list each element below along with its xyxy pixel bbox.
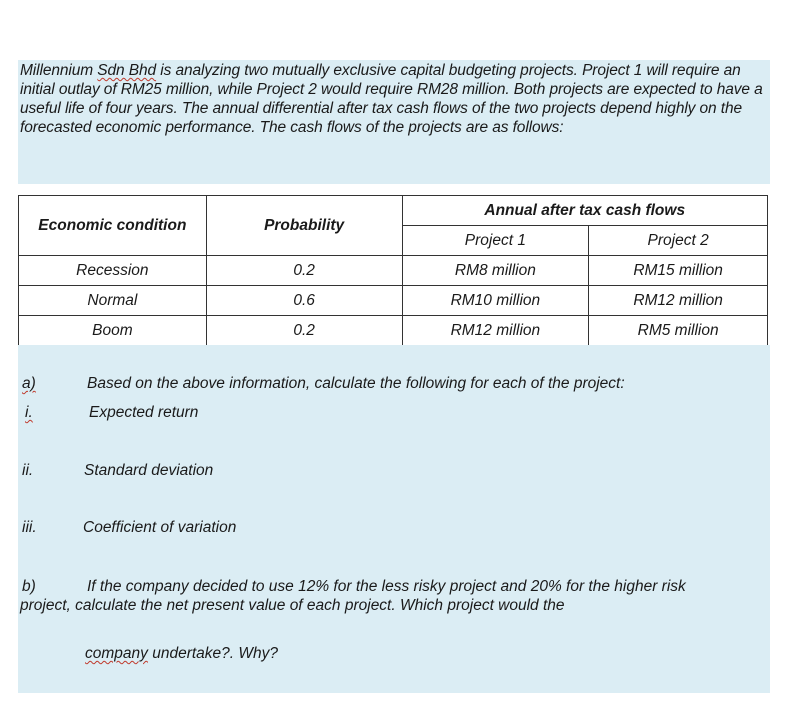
question-b-label: b) bbox=[22, 578, 36, 595]
question-i-label: i. bbox=[25, 404, 33, 421]
cell-condition: Boom bbox=[19, 316, 207, 346]
cell-probability: 0.2 bbox=[206, 256, 402, 286]
cell-project-1: RM8 million bbox=[402, 256, 589, 286]
question-b-line-3 bbox=[85, 645, 278, 663]
question-b-line-1: If the company decided to use 12% for the less risky project and 20% for the higher risk bbox=[87, 578, 686, 595]
question-iii-text: Coefficient of variation bbox=[83, 519, 237, 536]
header-probability: Probability bbox=[206, 196, 402, 256]
header-annual-cash-flows: Annual after tax cash flows bbox=[402, 196, 768, 226]
question-ii-text: Standard deviation bbox=[84, 462, 214, 479]
header-economic-condition: Economic condition bbox=[19, 196, 207, 256]
cell-project-2: RM15 million bbox=[589, 256, 768, 286]
intro-pre: Millennium bbox=[20, 62, 98, 79]
intro-paragraph bbox=[18, 60, 770, 137]
intro-company: Sdn Bhd bbox=[97, 62, 157, 79]
cash-flow-table bbox=[18, 195, 768, 346]
intro-post: is analyzing two mutually exclusive capital budgeting projects. Project 1 will require an initial outlay of RM25 million, while Project 2 would require RM28 million. Both projects are expected to have a useful life of four years. The annual differential after tax cash flows of the two projects depend highly on the forecasted economic performance. The cash flows of the projects are as follows: bbox=[20, 62, 763, 136]
question-i-text: Expected return bbox=[89, 404, 199, 421]
question-a-text: Based on the above information, calculate the following for each of the project: bbox=[87, 375, 625, 392]
cell-probability: 0.6 bbox=[206, 286, 402, 316]
cell-project-1: RM12 million bbox=[402, 316, 589, 346]
cell-probability: 0.2 bbox=[206, 316, 402, 346]
header-project-2: Project 2 bbox=[589, 226, 768, 256]
question-ii-label: ii. bbox=[22, 462, 34, 479]
cell-condition: Recession bbox=[19, 256, 207, 286]
table-row bbox=[19, 286, 768, 316]
cell-project-2: RM5 million bbox=[589, 316, 768, 346]
cell-condition: Normal bbox=[19, 286, 207, 316]
question-b-rest: undertake?. Why? bbox=[147, 645, 279, 662]
header-project-1: Project 1 bbox=[402, 226, 589, 256]
cell-project-1: RM10 million bbox=[402, 286, 589, 316]
question-iii-label: iii. bbox=[22, 519, 37, 536]
question-b-company: company bbox=[85, 645, 148, 662]
table-row bbox=[19, 316, 768, 346]
table-row bbox=[19, 256, 768, 286]
intro-panel bbox=[18, 60, 770, 184]
table-header-row bbox=[19, 196, 768, 226]
question-b-line-2: project, calculate the net present value of each project. Which project would the bbox=[20, 597, 565, 614]
cell-project-2: RM12 million bbox=[589, 286, 768, 316]
question-a-label: a) bbox=[22, 375, 36, 392]
